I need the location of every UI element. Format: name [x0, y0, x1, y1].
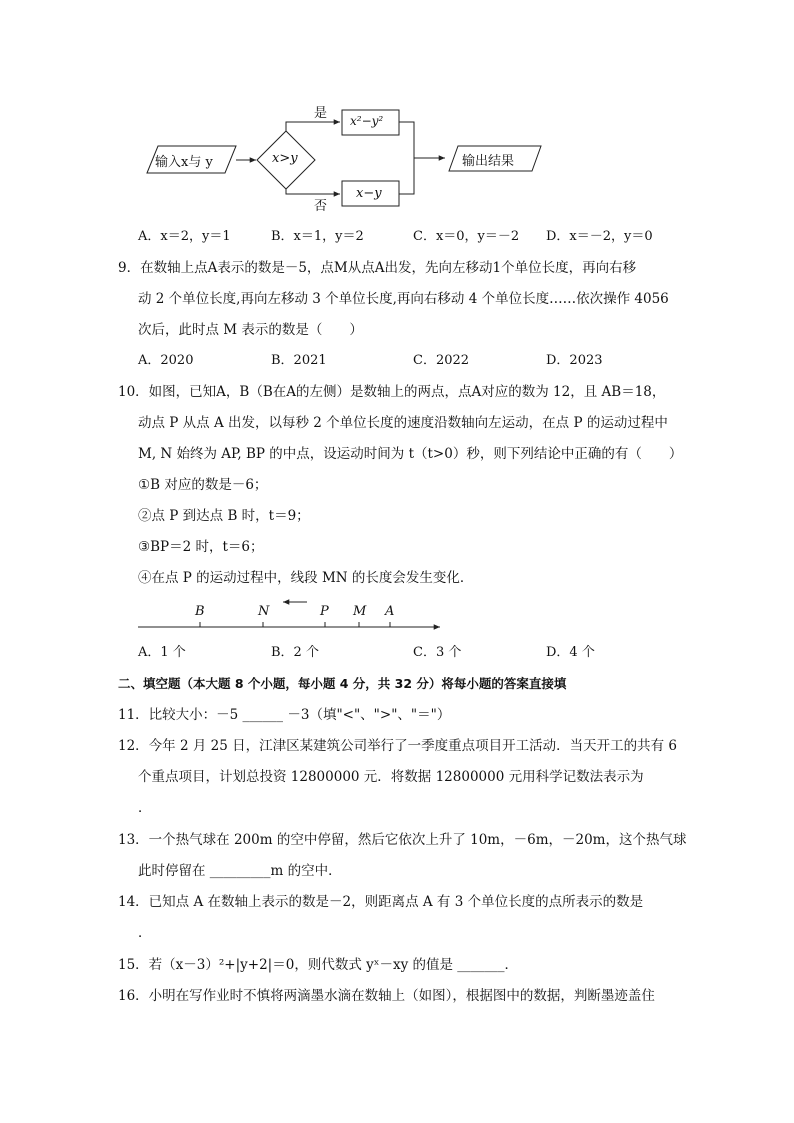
flow-condition-text: x>y	[272, 151, 298, 166]
no-branch-line	[286, 189, 340, 194]
q9-option-d: D．2023	[546, 353, 603, 368]
q10-statement-1: ①B 对应的数是－6；	[138, 477, 268, 493]
q9-option-b: B．2021	[271, 353, 327, 368]
axis-label-b: B	[195, 604, 205, 619]
q9-line-2: 动 2 个单位长度,再向左移动 3 个单位长度,再向右移动 4 个单位长度……依次操作 4056	[138, 291, 669, 307]
q13-line-1: 13．一个热气球在 200m 的空中停留，然后它依次上升了 10m，－6m，－20m，这个热气球	[118, 832, 687, 848]
q14-line-1: 14．已知点 A 在数轴上表示的数是－2，则距离点 A 有 3 个单位长度的点所表示的数是	[118, 894, 644, 910]
q12-line-3: ．	[138, 800, 152, 816]
q10-option-b: B．2 个	[271, 645, 319, 660]
q9-line-1: 9．在数轴上点A表示的数是－5，点M从点A出发，先向左移动1个单位长度，再向右移	[118, 260, 637, 276]
flow-input-text: 输入x与 y	[155, 155, 213, 170]
axis-label-m: M	[353, 604, 367, 619]
q8-option-b: B．x＝1，y＝2	[271, 229, 364, 244]
q10-statement-4: ④在点 P 的运动过程中，线段 MN 的长度会发生变化．	[138, 570, 474, 586]
q12-line-2: 个重点项目，计划总投资 12800000 元．将数据 12800000 元用科学记数法表示为	[138, 769, 644, 785]
axis-label-a: A	[385, 604, 395, 619]
q15-text: 15．若（x－3）²+|y+2|＝0，则代数式 yˣ－xy 的值是 _______．	[118, 957, 519, 973]
flow-yes-expression: x²−y²	[350, 114, 384, 128]
flowchart-diagram	[0, 0, 794, 230]
q9-option-c: C．2022	[413, 353, 470, 368]
merge-line	[399, 122, 414, 194]
q10-statement-3: ③BP＝2 时，t＝6；	[138, 539, 264, 555]
axis-label-p: P	[320, 604, 329, 619]
q10-statement-2: ②点 P 到达点 B 时，t＝9；	[138, 508, 310, 524]
q16-line-1: 16．小明在写作业时不慎将两滴墨水滴在数轴上（如图），根据图中的数据，判断墨迹盖住	[118, 988, 655, 1004]
q10-line-2: 动点 P 从点 A 出发，以每秒 2 个单位长度的速度沿数轴向左运动，在点 P 的运动过程中	[138, 415, 668, 431]
flow-output-text: 输出结果	[462, 154, 515, 169]
q9-line-3: 次后，此时点 M 表示的数是（ ）	[138, 322, 363, 338]
q8-option-c: C．x＝0，y＝－2	[413, 229, 520, 244]
flow-no-expression: x−y	[356, 186, 382, 201]
flow-yes-label: 是	[314, 106, 328, 121]
yes-branch-line	[286, 122, 340, 131]
flow-no-label: 否	[314, 199, 328, 214]
q10-option-a: A．1 个	[138, 645, 186, 660]
q8-option-a: A．x＝2，y＝1	[138, 229, 231, 244]
q10-line-1: 10．如图，已知A，B（B在A的左侧）是数轴上的两点，点A对应的数为 12，且 AB＝18，	[118, 384, 666, 400]
axis-label-n: N	[258, 604, 270, 619]
q14-line-2: ．	[138, 925, 152, 941]
q10-option-d: D．4 个	[546, 645, 595, 660]
q10-option-c: C．3 个	[413, 645, 462, 660]
q13-line-2: 此时停留在 _________m 的空中．	[138, 863, 342, 879]
q8-option-d: D．x＝－2，y＝0	[546, 229, 653, 244]
q11-text: 11．比较大小：－5 ______ －3（填"<"、">"、"＝"）	[118, 707, 451, 723]
section-2-heading: 二、填空题（本大题 8 个小题，每小题 4 分，共 32 分）将每小题的答案直接填	[118, 676, 567, 691]
q9-option-a: A．2020	[138, 353, 194, 368]
q10-line-3: M, N 始终为 AP, BP 的中点，设运动时间为 t（t>0）秒，则下列结论中正确的有（ ）	[138, 446, 683, 462]
q12-line-1: 12．今年 2 月 25 日，江津区某建筑公司举行了一季度重点项目开工活动．当天开工的共有 6	[118, 738, 677, 754]
